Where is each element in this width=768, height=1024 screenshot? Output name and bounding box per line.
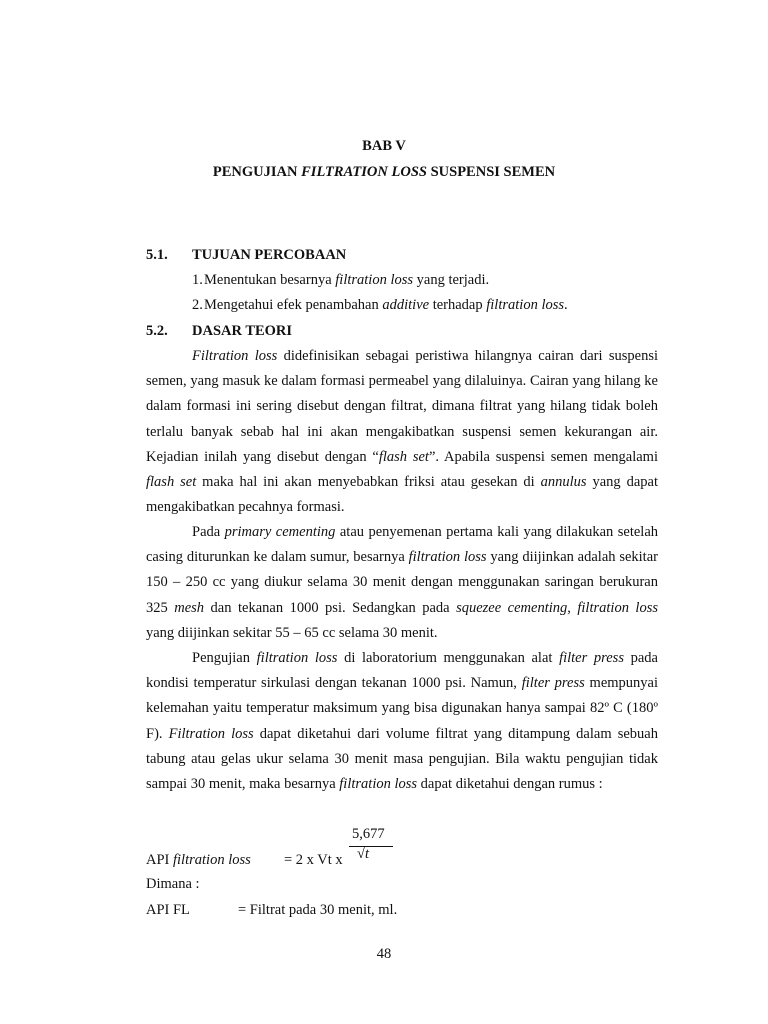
paragraph-1 [146,344,658,520]
definition-term: API FL [146,902,190,918]
paragraph-text: dapat diketahui dengan rumus : [417,776,603,793]
formula-numerator: 5,677 [352,826,385,842]
paragraph-text: didefinisikan sebagai peristiwa hilangnya cairan dari suspensi semen, yang masuk ke dalam formasi permeabel yang dilaluinya. Cairan yang hilang ke dalam formasi ini sering disebut dengan filtrat, dimana filtrat yang hilang tidak boleh terlalu banyak sebab hal ini akan mengakibatkan suspensi semen kekurangan air. Kejadian inilah yang disebut dengan “ [146,348,658,465]
paragraph-text: yang dapat mengakibatkan pecahnya formasi. [146,474,658,516]
page-number: 48 [376,946,392,962]
italic-term: filtration loss [256,650,338,666]
paragraph-text: pada kondisi temperatur sirkulasi dengan tekanan 1000 psi. Namun, [146,650,658,692]
italic-term: filtration loss [577,599,658,616]
section-number: 5.1. [146,247,168,263]
formula-label [146,852,251,869]
paragraph-text: , [567,599,578,616]
list-item-italic: filtration loss [486,297,565,313]
section-number: 5.2. [146,323,168,339]
italic-term: filter press [559,650,624,666]
paragraph-text: ”. Apabila suspensi semen mengalami [428,448,658,465]
paragraph-text: yang diijinkan sekitar 55 – 65 cc selama 30 menit. [146,624,438,641]
paragraph-text: atau penyemenan pertama kali yang dilakukan setelah casing diturunkan ke dalam sumur, besarnya [146,524,659,566]
italic-term: Filtration loss [168,725,254,742]
paragraph-text: dan tekanan 1000 psi. Sedangkan pada [204,599,457,616]
italic-term: mesh [174,599,205,616]
italic-term: flash set [146,474,197,491]
section-title: TUJUAN PERCOBAAN [192,247,347,263]
list-item-number: 2. [192,297,203,313]
italic-term: filtration loss [339,776,418,793]
definition-text: = Filtrat pada 30 menit, ml. [238,902,398,918]
italic-term: Filtration loss [192,348,278,364]
list-item [192,272,489,289]
italic-term: annulus [540,474,587,491]
list-item-italic: additive [382,297,430,313]
formula-label-italic: filtration loss [173,852,251,868]
sqrt-t: √t [357,846,369,862]
fraction-bar [349,846,393,847]
chapter-title-italic: FILTRATION LOSS [301,164,427,180]
paragraph-text: dapat diketahui dari volume filtrat yang ditampung dalam sebuah tabung atau gelas ukur selama 30 menit masa pengujian. Bila waktu pengujian tidak sampai 30 menit, maka besarnya [146,725,658,793]
italic-term: filter press [521,675,585,692]
list-item-text: terhadap [429,297,487,313]
paragraph-text: mempunyai kelemahan yaitu temperatur maksimum yang bisa digunakan hanya sampai 82º C (180º F). [146,675,659,742]
formula-expression: = 2 x Vt x [284,852,343,868]
list-item-text: Menentukan besarnya [204,272,336,288]
chapter-title-suffix: SUSPENSI SEMEN [426,164,556,180]
section-heading-tujuan [146,247,346,264]
list-item-text: yang terjadi. [413,272,490,288]
list-item-text: . [564,297,568,313]
dimana-label: Dimana : [146,876,200,892]
chapter-title [0,164,768,181]
chapter-label: BAB V [362,138,406,154]
italic-term: squezee cementing [456,599,568,616]
paragraph-text: di laboratorium menggunakan alat [337,650,560,666]
paragraph-text: yang diijinkan adalah sekitar 150 – 250 cc yang diukur selama 30 menit dengan menggunakan saringan berukuran 325 [146,549,658,616]
paragraph-3 [146,646,658,797]
api-filtration-loss-formula [146,826,658,876]
paragraph-text: Pengujian [192,650,257,666]
section-title: DASAR TEORI [192,323,293,339]
italic-term: filtration loss [408,549,487,566]
list-item-number: 1. [192,272,203,288]
formula-denominator [357,846,369,863]
italic-term: flash set [378,448,429,465]
list-item-italic: filtration loss [335,272,414,288]
section-heading-dasar-teori [146,323,292,340]
list-item-text: Mengetahui efek penambahan [204,297,383,313]
definition-api-fl [146,902,397,919]
formula-label-text: API [146,852,173,868]
paragraph-text: Pada [192,524,225,540]
chapter-title-prefix: PENGUJIAN [212,164,302,180]
paragraph-text: maka hal ini akan menyebabkan friksi atau gesekan di [196,474,541,491]
italic-term: primary cementing [224,524,336,540]
paragraph-2 [146,520,658,646]
list-item [192,297,568,314]
